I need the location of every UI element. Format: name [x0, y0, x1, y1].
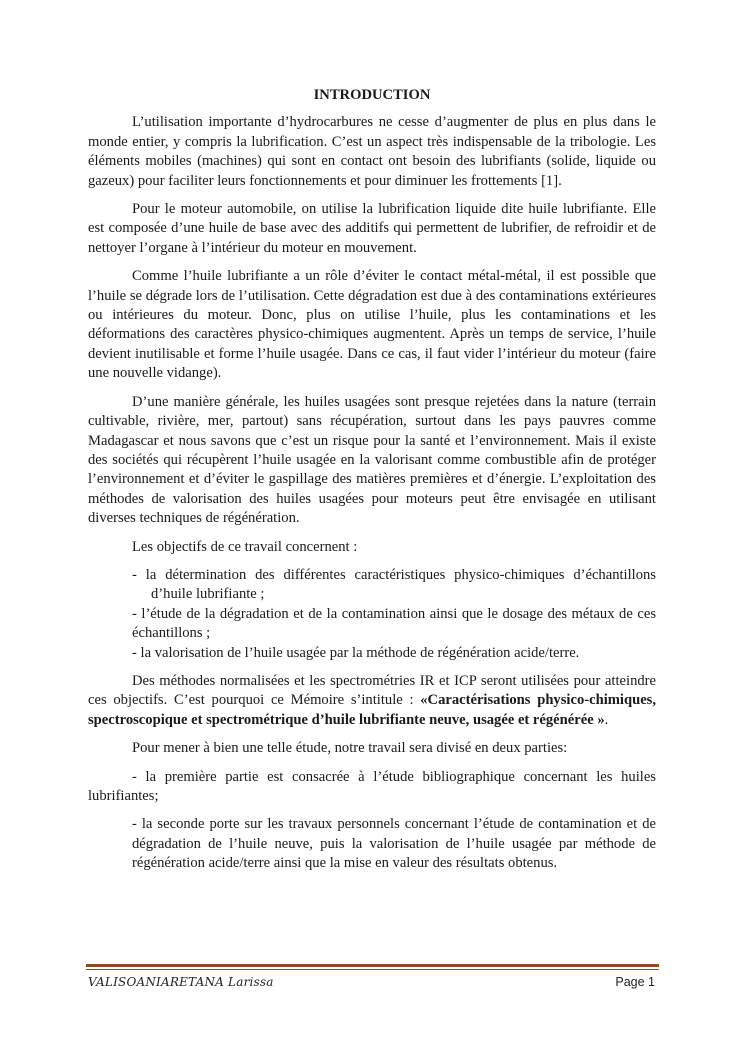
paragraph-4: D’une manière générale, les huiles usagées sont presque rejetées dans la nature (terrain cultivable, rivière, mer, partout) sans récupération, surtout dans les pays pauvres comme Madagascar et nous savons que c’est un risque pour la santé et l’environnement. Mais il existe des sociétés qui récupèrent l’huile usagée en la valorisant comme combustible afin de protéger l’environnement et d’éviter le gaspillage des matières premières et d’énergie. L’exploitation des méthodes de valorisation des huiles usagées pour moteurs peut être envisagée en utilisant diverses techniques de régénération. [88, 393, 656, 527]
parts-intro: Pour mener à bien une telle étude, notre travail sera divisé en deux parties: [132, 740, 568, 757]
methods-text: Des méthodes normalisées et les spectrométries IR et ICP seront utilisées pour atteindre ces objectifs. C’est pourquoi ce Mémoire s’intitule : [88, 672, 656, 709]
paragraph-3: Comme l’huile lubrifiante a un rôle d’éviter le contact métal-métal, il est possible que l’huile se dégrade lors de l’utilisation. Cette dégradation est due à des contaminations extérieures ou intérieures du moteur. Donc, plus on utilise l’huile, plus les contaminations et les déformations des caractères physico-chimiques augmentent. Après un temps de service, l’huile devient inutilisable et forme l’huile usagée. Dans ce cas, il faut vider l’intérieur du moteur (faire une nouvelle vidange). [88, 268, 656, 382]
paragraph-1: L’utilisation importante d’hydrocarbures ne cesse d’augmenter de plus en plus dans le monde entier, y compris la lubrification. C’est un aspect très indispensable de la tribologie. Les éléments mobiles (machines) qui sont en contact ont besoin des lubrifiants (solide, liquide ou gazeux) pour faciliter leurs fonctionnements et pour diminuer les frottements [1]. [88, 114, 656, 189]
part-two: - la seconde porte sur les travaux personnels concernant l’étude de contamination et de dégradation de l’huile neuve, puis la valorisation de l’huile usagée par méthode de régénération acide/terre ainsi que la mise en valeur des résultats obtenus. [132, 816, 656, 872]
page-content [88, 86, 656, 874]
objective-item: - l’étude de la dégradation et de la contamination ainsi que le dosage des métaux de ces échantillons ; [132, 605, 656, 642]
paragraph-2: Pour le moteur automobile, on utilise la lubrification liquide dite huile lubrifiante. Elle est composée d’une huile de base avec des additifs qui permettent de lubrifier, de refroidir et de nettoyer l’organe à l’intérieur du moteur en mouvement. [88, 201, 656, 256]
thesis-title: «Caractérisations physico-chimiques, spectroscopique et spectrométrique d’huile lubrifiante neuve, usagée et régénérée » [88, 692, 656, 728]
footer-rule-thin [86, 969, 659, 970]
methods-end: . [604, 711, 609, 728]
objectives-list [88, 566, 656, 663]
objective-item: - la détermination des différentes caractéristiques physico-chimiques d’échantillons d’huile lubrifiante ; [132, 566, 656, 603]
footer-rule [86, 964, 659, 967]
objectives-intro: Les objectifs de ce travail concernent : [132, 538, 358, 555]
footer-author: VALISOANIARETANA Larissa [88, 975, 274, 989]
methods-paragraph [88, 672, 656, 730]
section-title: INTRODUCTION [313, 87, 431, 103]
part-one: - la première partie est consacrée à l’étude bibliographique concernant les huiles lubrifiantes; [88, 768, 656, 804]
objective-item: - la valorisation de l’huile usagée par la méthode de régénération acide/terre. [132, 644, 580, 661]
page-number: Page 1 [615, 975, 655, 989]
